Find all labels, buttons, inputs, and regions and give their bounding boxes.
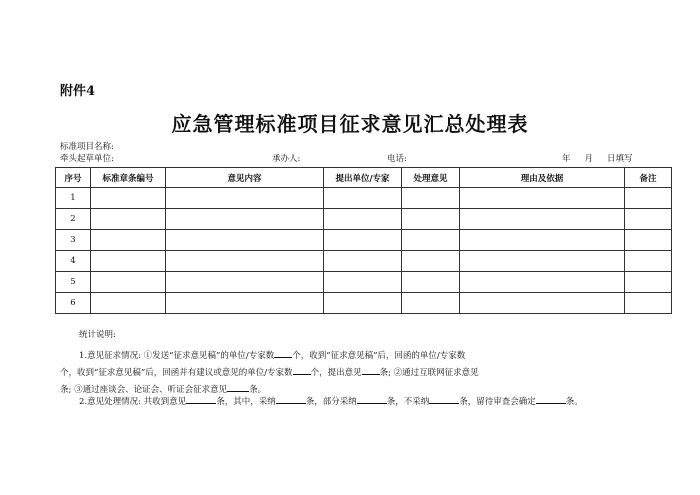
fill-blank[interactable] bbox=[227, 382, 249, 392]
table-cell[interactable] bbox=[166, 293, 324, 314]
drafting-unit-label: 牵头起草单位: bbox=[60, 154, 114, 164]
day-fill-label: 日填写 bbox=[607, 154, 633, 164]
header-submitter: 提出单位/专家 bbox=[324, 168, 402, 188]
table-cell[interactable] bbox=[166, 272, 324, 293]
table-cell[interactable] bbox=[324, 272, 402, 293]
notes-text: 个，提出意见 bbox=[310, 368, 362, 378]
notes-line-2 bbox=[60, 365, 479, 379]
fill-blank[interactable] bbox=[536, 394, 566, 404]
row-serial: 5 bbox=[56, 272, 91, 293]
table-cell[interactable] bbox=[324, 230, 402, 251]
table-cell[interactable] bbox=[91, 209, 166, 230]
table-cell[interactable] bbox=[625, 272, 672, 293]
table-row bbox=[56, 230, 672, 251]
table-cell[interactable] bbox=[91, 188, 166, 209]
table-cell[interactable] bbox=[166, 251, 324, 272]
table-cell[interactable] bbox=[402, 230, 460, 251]
table-cell[interactable] bbox=[166, 230, 324, 251]
header-serial: 序号 bbox=[56, 168, 91, 188]
fill-blank[interactable] bbox=[276, 394, 306, 404]
table-cell[interactable] bbox=[166, 209, 324, 230]
notes-text: 条。 bbox=[565, 397, 583, 407]
table-cell[interactable] bbox=[402, 251, 460, 272]
notes-line-1 bbox=[79, 348, 465, 362]
statistics-heading: 统计说明: bbox=[79, 330, 116, 340]
table-row bbox=[56, 272, 672, 293]
header-reason-basis: 理由及依据 bbox=[460, 168, 625, 188]
table-cell[interactable] bbox=[625, 251, 672, 272]
table-row bbox=[56, 209, 672, 230]
month-label: 月 bbox=[584, 154, 594, 164]
row-serial: 6 bbox=[56, 293, 91, 314]
notes-text: 个，收到“征求意见稿”后，回函的单位/专家数 bbox=[292, 351, 466, 361]
opinion-summary-table bbox=[55, 167, 672, 314]
header-handling-opinion: 处理意见 bbox=[402, 168, 460, 188]
header-remarks: 备注 bbox=[625, 168, 672, 188]
fill-blank[interactable] bbox=[357, 394, 387, 404]
table-cell[interactable] bbox=[460, 251, 625, 272]
table-cell[interactable] bbox=[91, 230, 166, 251]
notes-text: 条。 bbox=[249, 385, 267, 395]
table-cell[interactable] bbox=[625, 293, 672, 314]
notes-text: 条; ③通过座谈会、论证会、听证会征求意见 bbox=[60, 385, 228, 395]
table-cell[interactable] bbox=[460, 230, 625, 251]
notes-text: 条，其中，采纳 bbox=[216, 397, 276, 407]
table-row bbox=[56, 251, 672, 272]
table-cell[interactable] bbox=[460, 293, 625, 314]
notes-text: 2.意见处理情况: 共收到意见 bbox=[79, 397, 187, 407]
fill-blank[interactable] bbox=[293, 365, 311, 375]
notes-text: 个，收到“征求意见稿”后，回函并有建议或意见的单位/专家数 bbox=[60, 368, 293, 378]
fill-date bbox=[562, 154, 633, 164]
table-cell[interactable] bbox=[324, 251, 402, 272]
fill-blank[interactable] bbox=[429, 394, 459, 404]
fill-blank[interactable] bbox=[362, 365, 380, 375]
table-cell[interactable] bbox=[625, 230, 672, 251]
fill-blank[interactable] bbox=[274, 348, 292, 358]
fill-blank[interactable] bbox=[186, 394, 216, 404]
table-row bbox=[56, 293, 672, 314]
header-opinion-content: 意见内容 bbox=[166, 168, 324, 188]
row-serial: 2 bbox=[56, 209, 91, 230]
attachment-label: 附件4 bbox=[60, 84, 96, 99]
table-cell[interactable] bbox=[625, 209, 672, 230]
notes-text: 条，部分采纳 bbox=[305, 397, 357, 407]
table-cell[interactable] bbox=[625, 188, 672, 209]
table-cell[interactable] bbox=[166, 188, 324, 209]
table-header-row bbox=[56, 168, 672, 188]
notes-text: 条，留待审查会确定 bbox=[459, 397, 536, 407]
year-label: 年 bbox=[562, 154, 571, 164]
table-cell[interactable] bbox=[402, 188, 460, 209]
table-cell[interactable] bbox=[460, 272, 625, 293]
table-cell[interactable] bbox=[324, 209, 402, 230]
table-cell[interactable] bbox=[91, 293, 166, 314]
notes-text: 条，不采纳 bbox=[386, 397, 430, 407]
table-cell[interactable] bbox=[402, 293, 460, 314]
notes-line-4 bbox=[79, 394, 583, 408]
table-cell[interactable] bbox=[460, 209, 625, 230]
document-title: 应急管理标准项目征求意见汇总处理表 bbox=[171, 112, 529, 136]
table-row bbox=[56, 188, 672, 209]
table-cell[interactable] bbox=[402, 272, 460, 293]
phone-label: 电话: bbox=[387, 154, 407, 164]
notes-text: 条; ②通过互联网征求意见 bbox=[379, 368, 479, 378]
project-name-label: 标准项目名称: bbox=[60, 142, 114, 152]
table-cell[interactable] bbox=[91, 251, 166, 272]
table-cell[interactable] bbox=[402, 209, 460, 230]
row-serial: 3 bbox=[56, 230, 91, 251]
table-cell[interactable] bbox=[460, 188, 625, 209]
row-serial: 1 bbox=[56, 188, 91, 209]
handler-label: 承办人: bbox=[272, 154, 301, 164]
notes-text: 1.意见征求情况: ①发送“征求意见稿”的单位/专家数 bbox=[79, 351, 275, 361]
row-serial: 4 bbox=[56, 251, 91, 272]
table-cell[interactable] bbox=[91, 272, 166, 293]
table-cell[interactable] bbox=[324, 293, 402, 314]
table-cell[interactable] bbox=[324, 188, 402, 209]
header-clause-number: 标准章条编号 bbox=[91, 168, 166, 188]
